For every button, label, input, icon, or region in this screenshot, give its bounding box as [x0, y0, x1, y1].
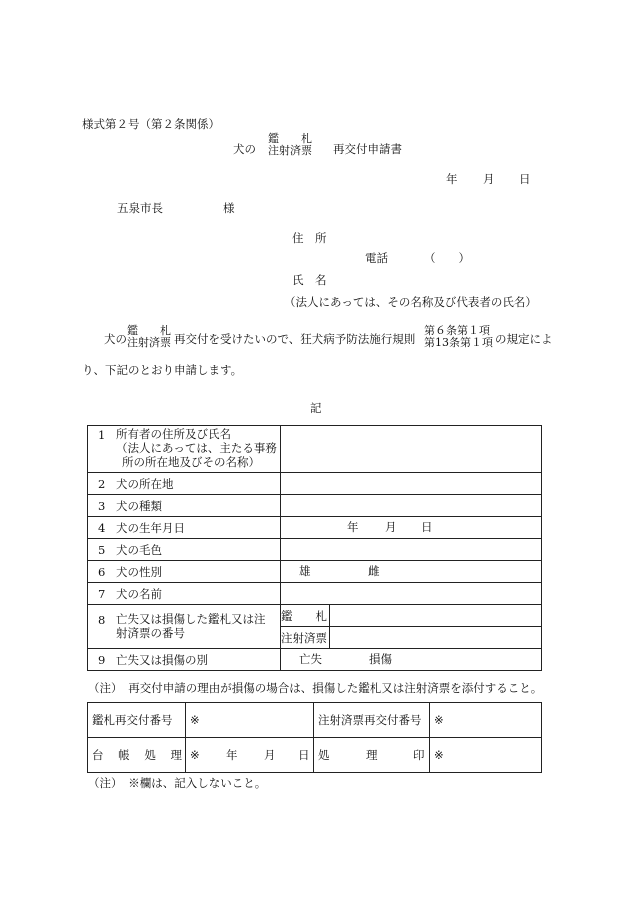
tag-reissue-value: [186, 703, 314, 738]
dog-location-cell[interactable]: [281, 473, 542, 495]
owner-label-note-2: 所の所在地及びその名称）: [122, 454, 260, 469]
tag-label: 鑑 札: [281, 605, 330, 627]
article-13: 第13条第１項: [424, 336, 493, 350]
tag-number-cell[interactable]: [330, 605, 542, 627]
date-day: 日: [519, 172, 531, 186]
title-suffix: 再交付申請書: [333, 142, 402, 156]
process-seal-value: [430, 738, 542, 773]
shot-number-cell[interactable]: [330, 627, 542, 649]
record-heading: 記: [310, 401, 322, 415]
ledger-label: 台帳処理: [88, 738, 186, 773]
title-prefix: 犬の: [233, 142, 256, 156]
body-line2: り、下記のとおり申請します。: [82, 363, 243, 377]
table-row: [88, 517, 542, 539]
office-mark: ※: [434, 748, 444, 762]
lost-number-cell: [281, 605, 542, 649]
date-month: 月: [483, 172, 495, 186]
row-number: 5: [98, 542, 106, 557]
body-articles: [424, 325, 493, 350]
tag-reissue-label: 鑑札再交付番号: [88, 703, 186, 738]
table-row: [88, 583, 542, 605]
lost-number-label-2: 射済票の番号: [116, 625, 185, 640]
body-lead: 犬の: [104, 332, 127, 346]
title-option-shot: 注射済票: [268, 144, 312, 158]
process-char: 理: [366, 748, 378, 762]
table-row: [88, 426, 542, 473]
birth-year: 年: [347, 520, 359, 534]
owner-label-note-1: （法人にあっては、主たる事務: [116, 441, 277, 456]
dog-color-label: 犬の毛色: [116, 542, 162, 557]
birth-day: 日: [421, 520, 433, 534]
lost-number-subtable: [281, 605, 541, 648]
process-char: 処: [318, 748, 330, 762]
sex-male[interactable]: 雄: [299, 564, 311, 578]
body-option-tag: 鑑 札: [127, 324, 171, 337]
lost-number-label: 亡失又は損傷した鑑札又は注: [116, 611, 266, 626]
name-label: 氏 名: [292, 273, 327, 287]
row-number: 9: [98, 652, 106, 667]
address-label: 住 所: [292, 231, 327, 245]
dog-sex-cell[interactable]: [281, 561, 542, 583]
ledger-year: 年: [226, 748, 238, 762]
body-option-shot: 注射済票: [127, 336, 171, 350]
birth-month: 月: [385, 520, 397, 534]
row-number: 3: [98, 498, 106, 513]
dog-birthdate-label: 犬の生年月日: [116, 520, 185, 535]
dog-name-label: 犬の名前: [116, 586, 162, 601]
table-row: [88, 605, 542, 649]
form-number: 様式第２号（第２条関係）: [82, 117, 220, 131]
date-year: 年: [446, 172, 458, 186]
name-note: （法人にあっては、その名称及び代表者の氏名）: [284, 295, 537, 309]
dog-color-cell[interactable]: [281, 539, 542, 561]
dog-breed-label: 犬の種類: [116, 498, 162, 513]
title-option-tag: 鑑 札: [268, 132, 312, 145]
dog-breed-cell[interactable]: [281, 495, 542, 517]
table-row: [88, 561, 542, 583]
article-6: 第６条第１項: [424, 324, 490, 337]
body-ending: の規定によ: [495, 332, 553, 346]
owner-label: 所有者の住所及び氏名: [116, 427, 231, 442]
lost-damaged-label: 亡失又は損傷の別: [116, 652, 208, 667]
addressee-suffix: 様: [223, 201, 235, 215]
ledger-month: 月: [264, 748, 276, 762]
lost-damaged-cell[interactable]: [281, 649, 542, 671]
table-row: [88, 703, 542, 738]
office-mark: ※: [434, 713, 444, 727]
table-row: [88, 495, 542, 517]
table-row: [88, 649, 542, 671]
office-mark: ※: [190, 713, 200, 727]
owner-value-cell[interactable]: [281, 426, 542, 473]
row-number: 4: [98, 520, 106, 535]
ledger-date: [186, 738, 314, 773]
row-number: 1: [98, 428, 106, 443]
addressee: 五泉市長: [117, 201, 163, 215]
phone-paren: （ ）: [424, 251, 470, 265]
body-middle: 再交付を受けたいので、狂犬病予防法施行規則: [174, 332, 416, 346]
shot-label: 注射済票: [281, 627, 330, 649]
shot-reissue-label: 注射済票再交付番号: [314, 703, 430, 738]
process-seal-label: [314, 738, 430, 773]
option-damaged[interactable]: 損傷: [369, 652, 392, 666]
title-options: [268, 133, 312, 158]
owner-label-cell: [88, 426, 281, 473]
office-mark: ※: [190, 748, 200, 762]
sex-female[interactable]: 雌: [368, 564, 380, 578]
phone-label: 電話: [365, 251, 388, 265]
dog-name-cell[interactable]: [281, 583, 542, 605]
ledger-day: 日: [298, 748, 310, 762]
dog-location-label: 犬の所在地: [116, 476, 174, 491]
row-number: 8: [98, 612, 106, 627]
note-do-not-fill: （注） ※欄は、記入しないこと。: [88, 776, 267, 790]
option-lost[interactable]: 亡失: [299, 652, 322, 666]
dog-sex-label: 犬の性別: [116, 564, 162, 579]
table-row: [88, 473, 542, 495]
shot-reissue-value: [430, 703, 542, 738]
note-attachment: （注） 再交付申請の理由が損傷の場合は、損傷した鑑札又は注射済票を添付すること。: [88, 681, 543, 695]
body-options: [127, 325, 171, 350]
dog-birthdate-cell[interactable]: [281, 517, 542, 539]
application-table: [87, 425, 542, 671]
row-number: 2: [98, 476, 106, 491]
row-number: 7: [98, 586, 106, 601]
seal-char: 印: [413, 748, 425, 762]
office-use-table: [87, 702, 542, 773]
row-number: 6: [98, 564, 106, 579]
table-row: [88, 539, 542, 561]
table-row: [88, 738, 542, 773]
